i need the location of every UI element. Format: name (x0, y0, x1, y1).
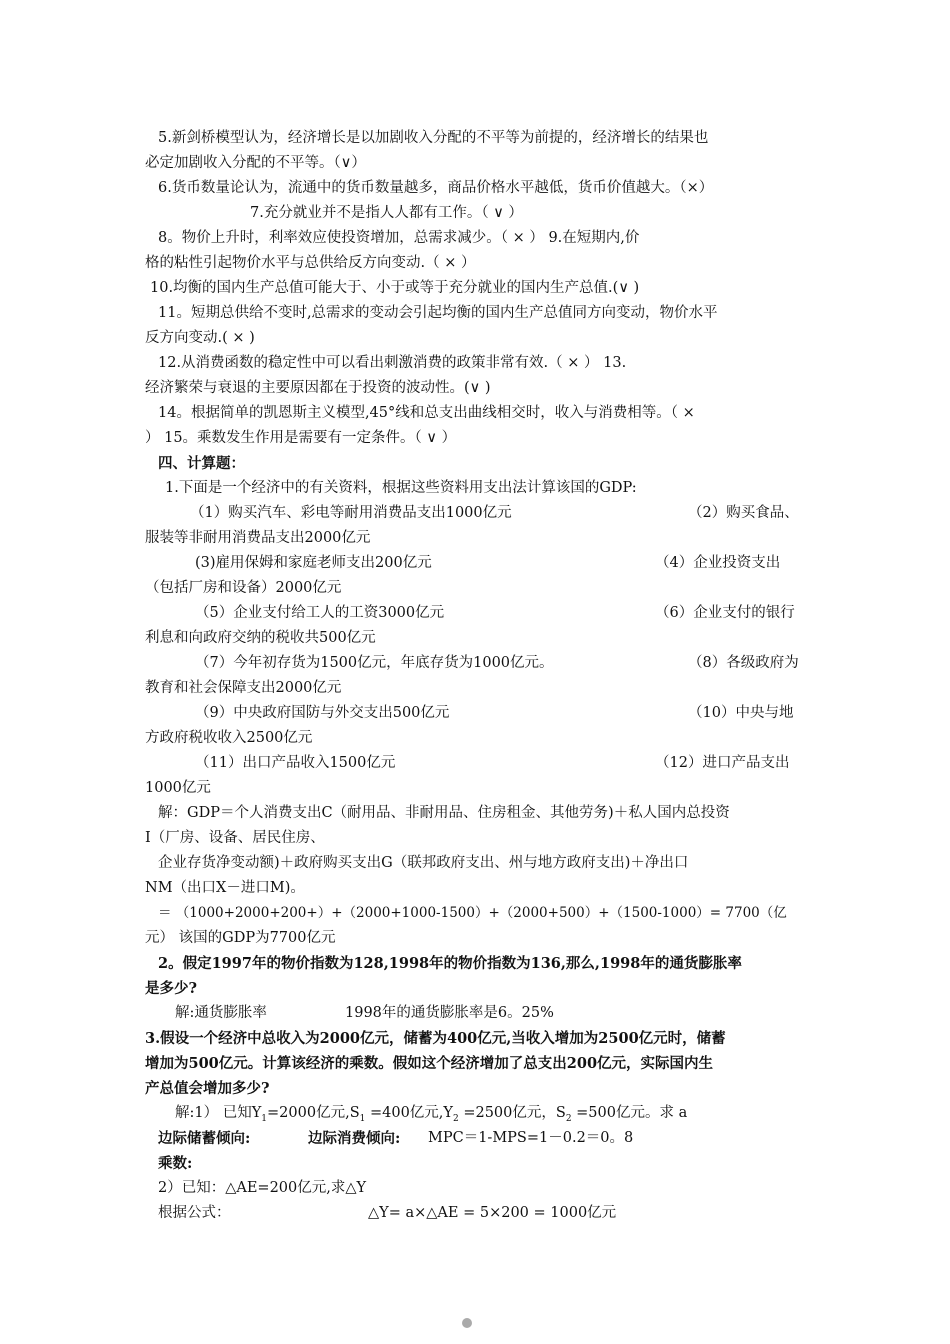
q9-line-2: 格的粘性引起物价水平与总供给反方向变动.（ × ） (145, 255, 476, 271)
multiplier-label: 乘数: (158, 1155, 193, 1172)
q13-line: 经济繁荣与衰退的主要原因都在于投资的波动性。(∨ ) (145, 380, 491, 396)
solution-1-line-1: 解：GDP＝个人消费支出C（耐用品、非耐用品、住房租金、其他劳务)＋私人国内总投资 (158, 805, 730, 821)
item-3: (3)雇用保姆和家庭老师支出200亿元 (195, 555, 432, 571)
calc-3-question-line-1: 3.假设一个经济中总收入为2000亿元，储蓄为400亿元,当收入增加为2500亿元时，储蓄 (145, 1030, 726, 1047)
item-11: （11）出口产品收入1500亿元 (195, 755, 396, 771)
q11-line-1: 11。短期总供给不变时,总需求的变动会引起均衡的国内生产总值同方向变动，物价水平 (158, 305, 718, 321)
section-heading-calculation: 四、计算题： (158, 455, 245, 472)
item-8-start: （8）各级政府为 (688, 655, 799, 671)
item-6-end: 利息和向政府交纳的税收共500亿元 (145, 630, 376, 646)
marginal-consumption-label: 边际消费倾向: (308, 1130, 401, 1147)
calc-1-question: 1.下面是一个经济中的有关资料，根据这些资料用支出法计算该国的GDP: (165, 480, 637, 496)
calc-2-solution-label: 解:通货膨胀率 (175, 1005, 267, 1021)
final-result: △Y= a×△AE = 5×200 = 1000亿元 (368, 1205, 617, 1221)
item-12-end: 1000亿元 (145, 780, 211, 796)
q11-line-2: 反方向变动.( × ) (145, 330, 255, 346)
item-12-start: （12）进口产品支出 (655, 755, 790, 771)
item-5: （5）企业支付给工人的工资3000亿元 (195, 605, 445, 621)
solution-1-line-4: NM（出口X－进口M)。 (145, 880, 305, 896)
calc-2-question-line-2: 是多少? (145, 980, 197, 997)
item-7: （7）今年初存货为1500亿元，年底存货为1000亿元。 (195, 655, 554, 671)
solution-1-line-3: 企业存货净变动额)＋政府购买支出G（联邦政府支出、州与地方政府支出)＋净出口 (158, 855, 689, 871)
page-scroll-indicator (462, 1318, 472, 1328)
item-4-end: （包括厂房和设备）2000亿元 (145, 580, 342, 596)
q12-line: 12.从消费函数的稳定性中可以看出刺激消费的政策非常有效.（ × ） 13. (158, 355, 627, 371)
calc-3-question-line-3: 产总值会增加多少? (145, 1080, 270, 1097)
q10-line: 10.均衡的国内生产总值可能大于、小于或等于充分就业的国内生产总值.(∨ ) (150, 280, 640, 296)
item-2-start: （2）购买食品、 (688, 505, 799, 521)
calc-3-question-line-2: 增加为500亿元。计算该经济的乘数。假如这个经济增加了总支出200亿元，实际国内生 (145, 1055, 714, 1072)
item-9: （9）中央政府国防与外交支出500亿元 (195, 705, 450, 721)
mpc-formula: MPC＝1-MPS=1－0.2＝0。8 (428, 1130, 634, 1146)
q6-line: 6.货币数量论认为，流通中的货币数量越多，商品价格水平越低，货币价值越大。（×） (158, 180, 714, 196)
solution-1-line-2: I（厂房、设备、居民住房、 (145, 830, 325, 846)
item-2-end: 服装等非耐用消费品支出2000亿元 (145, 530, 371, 546)
q8-q9-line: 8。物价上升时，利率效应使投资增加，总需求减少。（ × ） 9.在短期内,价 (158, 230, 640, 246)
item-6-start: （6）企业支付的银行 (655, 605, 795, 621)
item-8-end: 教育和社会保障支出2000亿元 (145, 680, 342, 696)
solution-1-answer: 元） 该国的GDP为7700亿元 (145, 930, 336, 946)
q15-line: ） 15。乘数发生作用是需要有一定条件。（ ∨ ） (145, 430, 457, 446)
q7-line: 7.充分就业并不是指人人都有工作。（ ∨ ） (250, 205, 523, 221)
q14-line: 14。根据简单的凯恩斯主义模型,45°线和总支出曲线相交时，收入与消费相等。（ × (158, 405, 695, 421)
calc-2-answer: 1998年的通货膨胀率是6。25% (345, 1005, 554, 1021)
item-1: （1）购买汽车、彩电等耐用消费品支出1000亿元 (190, 505, 512, 521)
item-10-end: 方政府税收收入2500亿元 (145, 730, 313, 746)
q5-line-2: 必定加剧收入分配的不平等。（∨） (145, 155, 366, 171)
calc-3-part-2: 2）已知：△AE=200亿元,求△Y (158, 1180, 367, 1196)
solution-1-formula: ＝ （1000+2000+200+）+（2000+1000-1500）+（2000+500）+（1500-1000）= 7700（亿 (158, 905, 787, 921)
marginal-saving-label: 边际储蓄倾向: (158, 1130, 251, 1147)
formula-label: 根据公式： (158, 1205, 231, 1221)
calc-3-given: 解:1） 已知$Y_1=2000$亿元$,S_1 =400$亿元$,Y_2 =2500$亿元，$S_2 =500$亿元。求 a (175, 1105, 688, 1124)
calc-2-question-line-1: 2。假定1997年的物价指数为128,1998年的物价指数为136,那么,1998年的通货膨胀率 (158, 955, 742, 972)
item-4-start: （4）企业投资支出 (655, 555, 781, 571)
item-10-start: （10）中央与地 (688, 705, 794, 721)
q5-line-1: 5.新剑桥模型认为，经济增长是以加剧收入分配的不平等为前提的，经济增长的结果也 (158, 130, 709, 146)
